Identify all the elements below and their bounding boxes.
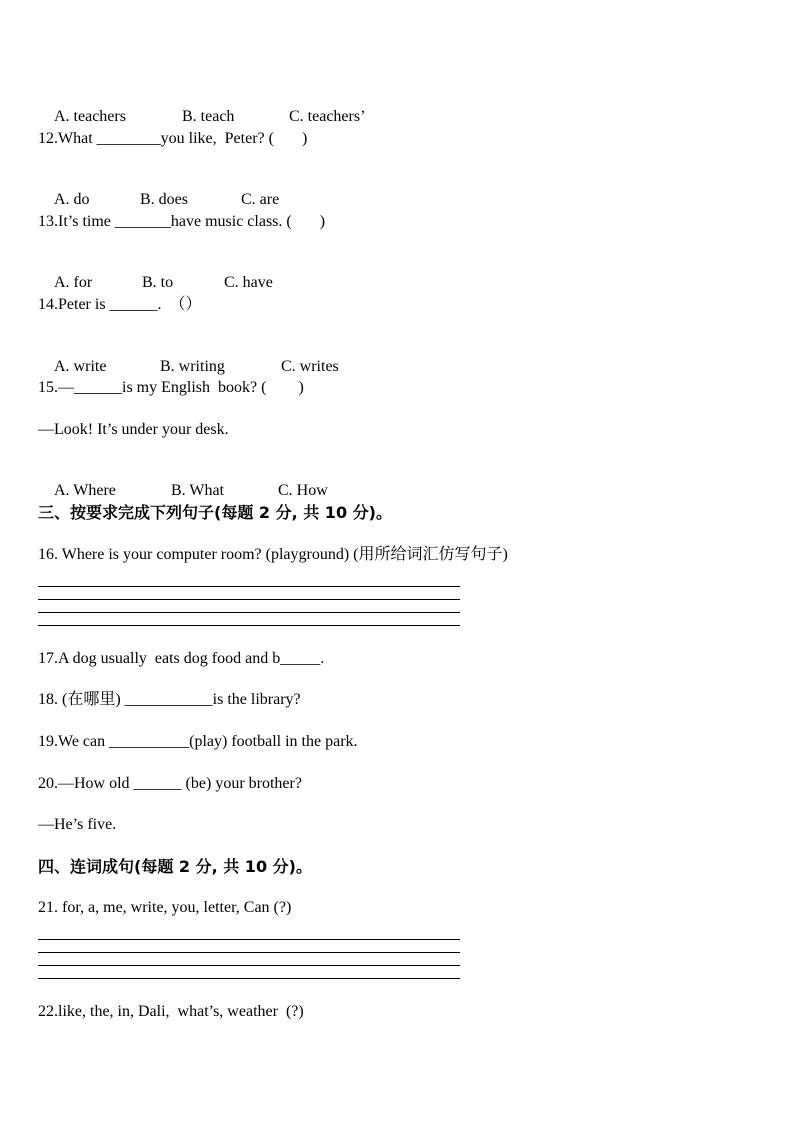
q11-option-c: C. teachers’ [289,108,366,125]
q20-reply: —He’s five. [38,816,117,833]
q15-option-c: C. How [278,482,328,499]
answer-line [38,952,460,953]
q22-question: 22.like, the, in, Dali, what’s, weather (?) [38,1003,304,1020]
q14-option-b: B. writing [160,358,225,375]
q12-option-c: C. are [241,191,280,208]
q14-question: 14.Peter is ______. （） [38,296,202,313]
q20-question: 20.—How old ______ (be) your brother? [38,775,302,792]
q18-question: 18. (在哪里) ___________is the library? [38,691,301,708]
q12-option-a: A. do [54,191,90,208]
q12-option-b: B. does [140,191,188,208]
q15-reply: —Look! It’s under your desk. [38,421,229,438]
answer-line [38,586,460,587]
q13-option-b: B. to [142,274,174,291]
q11-option-a: A. teachers [54,108,126,125]
section-4-title: 四、连词成句(每题 2 分, 共 10 分)。 [38,857,312,876]
answer-line [38,612,460,613]
q13-question: 13.It’s time _______have music class. ( ) [38,213,326,230]
section-3-title: 三、按要求完成下列句子(每题 2 分, 共 10 分)。 [38,503,392,522]
answer-line [38,939,460,940]
q19-question: 19.We can __________(play) football in the park. [38,733,358,750]
q14-option-c: C. writes [281,358,339,375]
q17-question: 17.A dog usually eats dog food and b_____. [38,650,325,667]
q21-question: 21. for, a, me, write, you, letter, Can (?) [38,899,292,916]
q13-option-c: C. have [224,274,273,291]
q12-question: 12.What ________you like, Peter? ( ) [38,130,308,147]
q16-question: 16. Where is your computer room? (playground) (用所给词汇仿写句子) [38,546,508,563]
q11-option-b: B. teach [182,108,235,125]
answer-line [38,599,460,600]
answer-line [38,965,460,966]
q15-option-a: A. Where [54,482,116,499]
answer-line [38,625,460,626]
answer-line [38,978,460,979]
q14-option-a: A. write [54,358,107,375]
q15-option-b: B. What [171,482,225,499]
q15-question: 15.—______is my English book? ( ) [38,379,304,396]
q13-option-a: A. for [54,274,93,291]
